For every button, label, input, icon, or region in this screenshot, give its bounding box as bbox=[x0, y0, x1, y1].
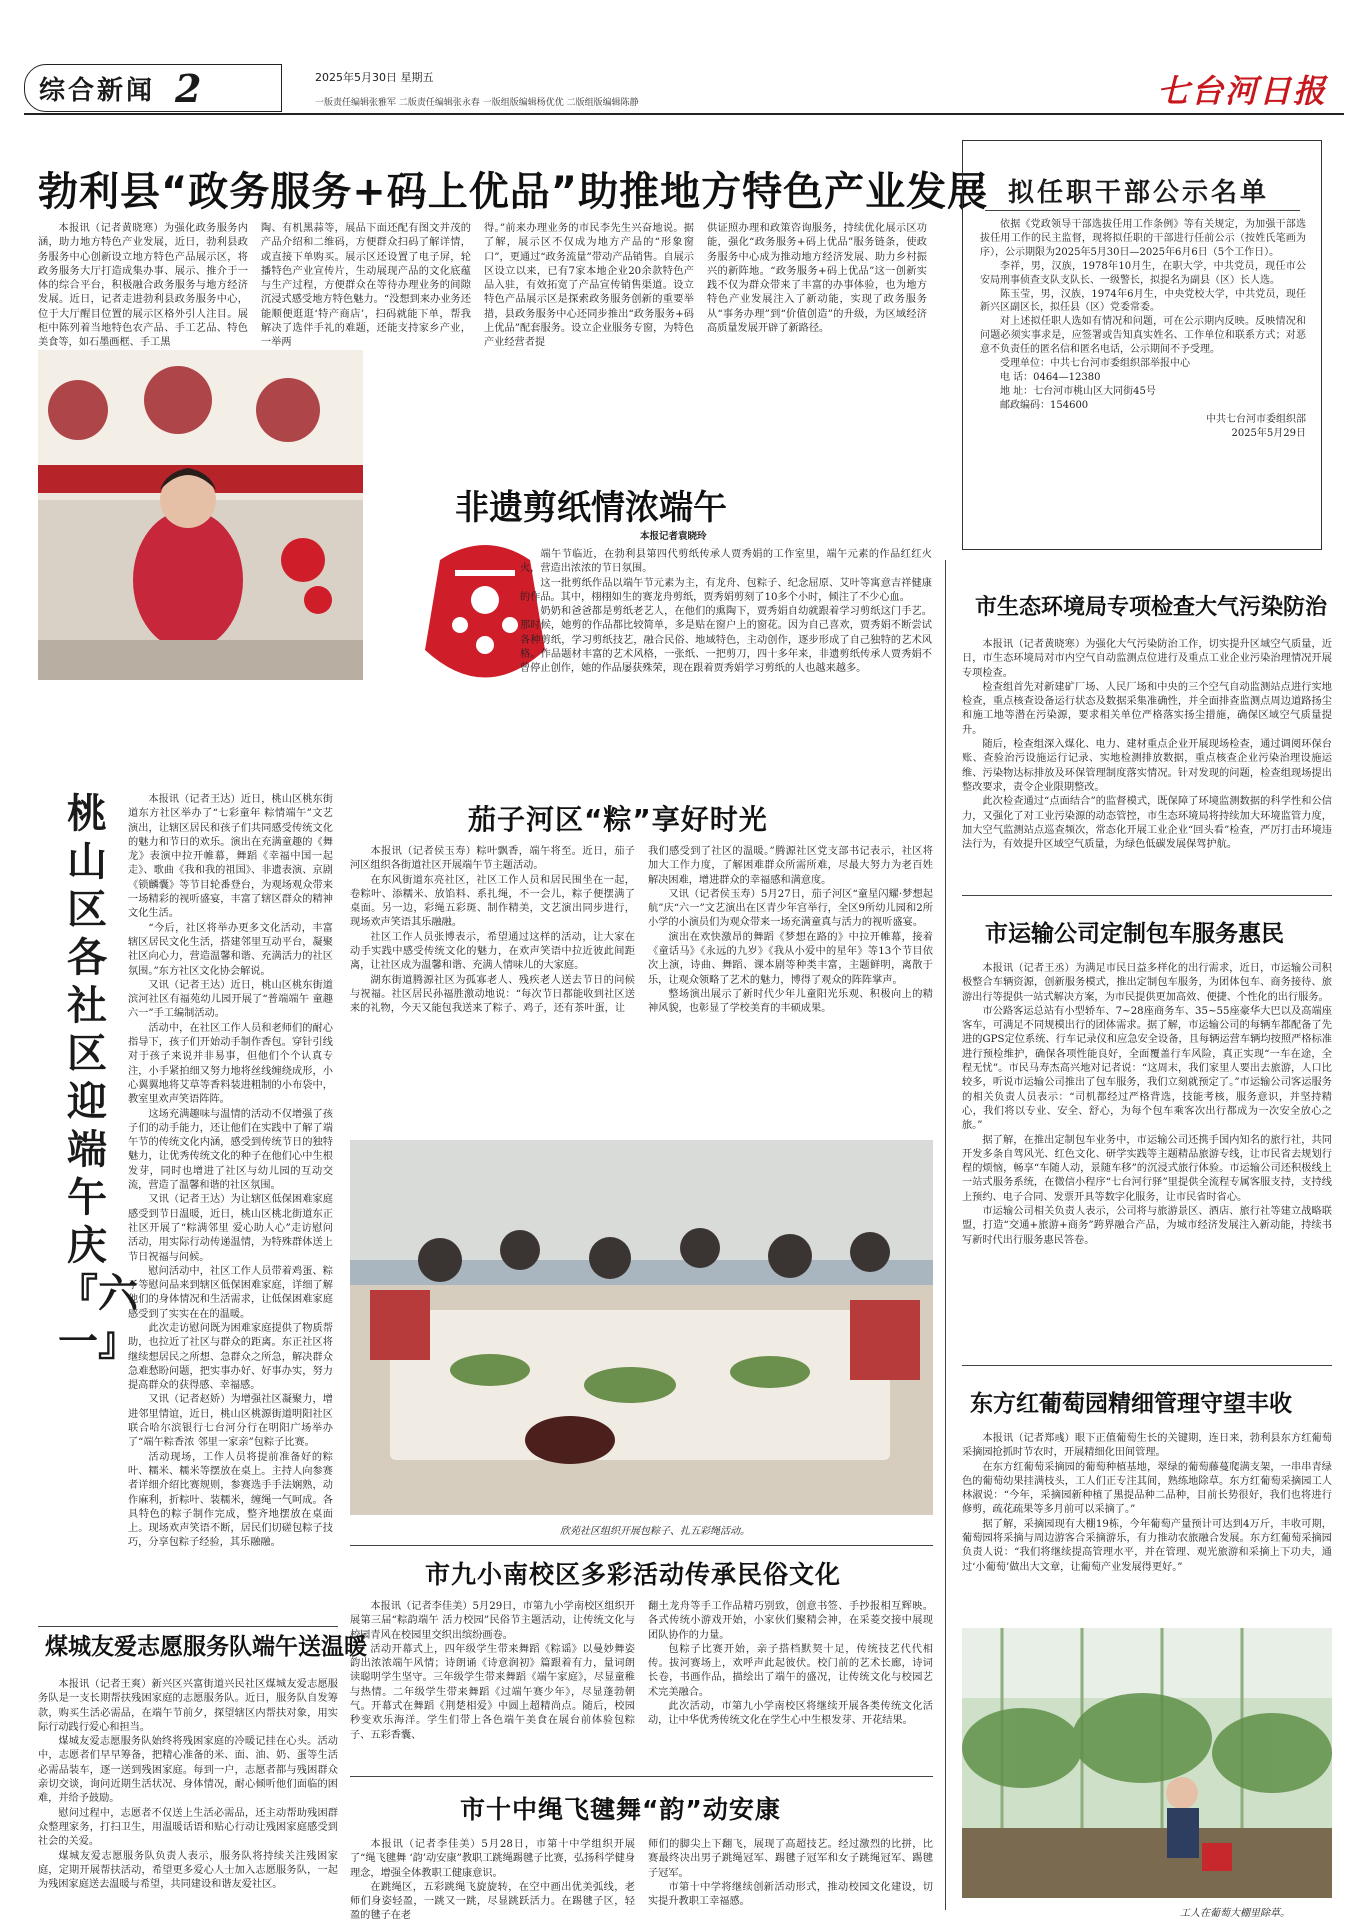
lead-col-2: 陶、有机黑蒜等，展品下面还配有图文并茂的产品介绍和二维码，方便群众扫码了解详情，或直接下单购买。展示区还设置了电子屏，轮播特色产业宣传片，生动展现产品的文化底蕴与生产过程，方便群众在等待办理业务的间隙沉浸式感受地方特色魅力。“没想到来办业务还能顺便逛逛‘特产商店’，扫码就能下单，帮我解决了选伴手礼的难题，还能支持家乡产业，一举两 bbox=[261, 223, 471, 349]
section-banner bbox=[24, 64, 282, 112]
notice-title: 拟任职干部公示名单 bbox=[1008, 178, 1270, 208]
lead-col-4: 供证照办理和政策咨询服务，持续优化展示区功能，强化“政务服务+码上优品”服务链条，使政务服务中心成为推动地方经济发展、助力乡村振兴的新阵地。“政务服务+码上优品”这一创新实践不仅为群众带来了丰富的办事体验，也为地方特色产业发展注入了新动能，实现了政务服务从“事务办理”到“价值创造”的升级，为区域经济高质量发展开辟了新路径。 bbox=[707, 223, 927, 335]
qiezihe-col-1: 本报讯（记者侯玉寿）粽叶飘香，端午将至。近日，茄子河区组织各街道社区开展端午节主题活动。 在东风街道东亮社区，社区工作人员和居民围坐在一起，卷粽叶、添糯米、放馅料、系扎绳，不一会儿，粽子便摆满了桌面。另一边，彩绳五彩斑、制作精美，文艺演出同步进行，现场欢声笑语其乐融融。 社区工作人员张博表示，希望通过这样的活动，让大家在动手实践中感受传统文化的魅力，在欢声笑语中拉近彼此间距离，让社区成为温馨和谐、充满人情味儿的大家庭。 湖东街道腾源社区为孤寡老人、残疾老人送去节日的问候与祝福。社区居民孙福胜激动地说：“每次节日都能收到社区送来的礼物，今天又能包我送来了粽子、鸡子，还有茶叶蛋，让 bbox=[350, 846, 635, 1015]
transit-headline: 市运输公司定制包车服务惠民 bbox=[985, 921, 1284, 947]
issue-date: 2025年5月30日 星期五 bbox=[315, 71, 434, 84]
grape-headline: 东方红葡萄园精细管理守望丰收 bbox=[970, 1391, 1292, 1417]
lead-headline: 勃利县“政务服务+码上优品”助推地方特色产业发展 bbox=[38, 169, 989, 215]
jiuxiao-headline: 市九小南校区多彩活动传承民俗文化 bbox=[425, 1560, 842, 1589]
papercut-photo bbox=[38, 350, 363, 680]
masthead-rule bbox=[24, 113, 1344, 115]
transit-body: 本报讯（记者王丞）为满足市民日益多样化的出行需求，近日，市运输公司积极整合车辆资源，创新服务模式，推出定制包车服务，为团体包车、商务接待、旅游出行等提供一站式解决方案，为市民提供更加高效、便捷、个性化的出行服务。 市公路客运总站有小型轿车、7~28座商务车、35~55座豪华大巴以及高端座客车，可满足不同规模出行的团体需求。据了解，市运输公司的每辆车都配备了先进的GPS定位系统、行车记录仪和应急安全设备，且每辆运营车辆均按照严格标准进行预检维护，确保各项性能良好，全面覆盖行车风险，真正实现“一车在途，全程无忧”。市民马寿杰高兴地对记者说：“这周末，我们家里人要出去旅游，人口比较多，听说市运输公司推出了包车服务，我们立刻就预定了。”市运输公司客运服务的相关负责人员表示：“司机都经过严格背选，技能考核，服务意识，并坚持精心，我们将以专业、安全、舒心，为每个包车乘客次出行都成为一次安全放心之旅。” 据了解，在推出定制包车业务中，市运输公司还携手国内知名的旅行社，共同开发多条自驾风光、红色文化、研学实践等主题精品旅游专线，让市民省去规划行程的烦恼，畅享“车随人动，景随车移”的沉浸式旅行体验。市运输公司还积极线上一站式服务系统，在微信小程序“七台河行驿”里提供全流程专属客服支持，支持线上预约、电子合同、发票开具等数字化服务，让市民省时省心。 市运输公司相关负责人表示，公司将与旅游景区、酒店、旅行社等建立战略联盟，打造“交通+旅游+商务”跨界融合产品，为城市经济发展注入新动能，持续书写新时代出行服务惠民答卷。 bbox=[962, 963, 1332, 1246]
right-column-divider bbox=[945, 560, 946, 1910]
qiezihe-photo bbox=[350, 1140, 933, 1515]
qiezihe-caption: 欣苑社区组织开展包粽子、扎五彩绳活动。 bbox=[560, 1526, 750, 1537]
qiezihe-headline: 茄子河区“粽”享好时光 bbox=[468, 803, 768, 836]
qiezihe-col-2: 我们感受到了社区的温暖。”腾源社区党支部书记表示，社区将加大工作力度，了解困难群众所需所难，尽最大努力为老百姓解决困难，增进群众的幸福感和满意度。 又讯（记者侯玉寿）5月27日，茄子河区“童星闪耀·梦想起航”庆“六一”文艺演出在区青少年宫举行，全区9所幼儿园和2所小学的小演员们为观众带来一场充满童真与活力的视听盛宴。 演出在欢快激昂的舞蹈《梦想在路的》中拉开帷幕，接着《童话马》《永远的九岁》《我从小爱中的星年》等13个节目依次上演，诗曲、舞蹈、课本剧等种类丰富，主题鲜明，离散于乐，让观众领略了艺术的魅力，博得了观众的阵阵掌声。 整场演出展示了新时代少年儿童阳光乐观、积极向上的精神风貌，也彰显了学校美育的丰硕成果。 bbox=[648, 846, 933, 1015]
volunteer-top-rule bbox=[38, 1626, 338, 1627]
grape-caption: 工人在葡萄大棚里除草。 bbox=[1180, 1908, 1290, 1919]
grape-body: 本报讯（记者郑彧）眼下正值葡萄生长的关键期，连日来，勃利县东方红葡萄采摘园抢抓时节农时，开展精细化田间管理。 在东方红葡萄采摘园的葡萄种植基地，翠绿的葡萄藤蔓爬满支架，一串串青绿色的葡萄幼果挂满枝头，工人们正专注其间，熟练地除草。东方红葡萄采摘园工人林淑说：“今年，采摘园新种植了黑提品种二品种，目前长势很好，我们也将进行修剪，疏花疏果等多月前可以采摘了。” 据了解，采摘园现有大棚19栋，今年葡萄产量预计可达到4万斤，丰收可期，葡萄园将采摘与周边游客合采摘游乐，有力推动农旅融合发展。东方红葡萄采摘园负责人说：“我们将继续提高管理水平，并在管理、观光旅游和采摘上下功夫，通过‘小葡萄’做出大文章，让葡萄产业发展得更好。” bbox=[962, 1433, 1332, 1573]
jiuxiao-col-2: 翻土龙舟等手工作品精巧别致，创意书签、手抄报相互辉映。各式传统小游戏开始，小家伙们聚精会神，在采菱交接中展现团队协作的力量。 包粽子比赛开始，亲子搭档默契十足，传统技艺代代相传。拔河赛场上，欢呼声此起彼伏。校门前的艺术长廊，诗词长卷，书画作品，描绘出了端午的盛况，让传统文化与校园艺术完美融合。 此次活动，市第九小学南校区将继续开展各类传统文化活动，让中华优秀传统文化在学生心中生根发芽、开花结果。 bbox=[648, 1601, 933, 1727]
shizhong-col-1: 本报讯（记者李佳美）5月28日，市第十中学组织开展了“绳飞毽舞 ‘韵’动安康”教职工跳绳踢毽子比赛，弘扬科学健身理念，增强全体教职工健康意识。 在跳绳区，五彩跳绳飞旋旋转，在空中画出优美弧线，老师们身姿轻盈，一跳又一跳，尽显跳跃活力。在踢毽子区，轻盈的毽子在老 bbox=[350, 1839, 636, 1922]
editor-credits: 一版责任编辑张雅军 二版责任编辑张永春 一版组版编辑杨优优 二版组版编辑陈静 bbox=[315, 98, 639, 108]
taoshan-body: 本报讯（记者王达）近日，桃山区桃东街道东方社区举办了“七彩童年 粽情端午”文艺演出，让辖区居民和孩子们共同感受传统文化的魅力和节日的欢乐。演出在充满童趣的《舞龙》表演中拉开帷幕，舞蹈《幸福中国一起走》、歌曲《我和我的祖国》、非遗表演、京剧《锁麟囊》等节目轮番登台，为观场观众带来一场精彩的视听盛宴，丰富了辖区群众的精神文化生活。 “今后，社区将举办更多文化活动，丰富辖区居民文化生活，搭建邻里互动平台，凝聚社区向心力，营造温馨和谐、充满活力的社区氛围。”东方社区文化协会解说。 又讯（记者王达）近日，桃山区桃东街道滨河社区有福苑幼儿园开展了“普端端午 童趣六一”手工编制活动。 活动中，在社区工作人员和老师们的耐心指导下，孩子们开始动手制作香包。穿针引线对于孩子来说并非易事，但他们个个认真专注，小手紧拍细又努力地将丝线缠绕成形，小心翼翼地将艾草等香料装进粗制的小布袋中，教室里欢声笑语阵阵。 这场充满趣味与温情的活动不仅增强了孩子们的动手能力，还让他们在实践中了解了端午节的传统文化内涵，感受到传统节日的独特魅力，让优秀传统文化的种子在他们心中生根发芽，同时也增进了社区与幼儿园的互动交流，营造了温馨和谐的社区氛围。 又讯（记者王达）为让辖区低保困难家庭感受到节日温暖，近日，桃山区桃北街道东正社区开展了“粽满邻里 爱心助人心”走访慰问活动，用实际行动传递温情，为特殊群体送上节日祝福与问候。 慰问活动中，社区工作人员带着鸡蛋、粽子等慰问品来到辖区低保困难家庭，详细了解他们的身体情况和生活需求，让低保困难家庭感受到了实实在在的温暖。 此次走访慰问既为困难家庭提供了物质帮助，也拉近了社区与群众的距离。东正社区将继续想居民之所想、急群众之所急，解决群众急难愁盼问题，把实事办好、好事办实，努力提高群众的获得感、幸福感。 又讯（记者赵娇）为增强社区凝聚力，增进邻里情谊，近日，桃山区桃源街道明阳社区联合哈尔滨银行七台河分行在明阳广场举办了“端午粽香浓 邻里一家亲”包粽子比赛。 活动现场，工作人员将提前准备好的粽叶、糯米、糯米等摆放在桌上。主持人向参赛者详细介绍比赛规则，参赛选手手法娴熟，动作麻利，折粽叶、装糯米，缠绳一气呵成。各具特色的粽子制作完成，整齐地摆放在桌面上。现场欢声笑语不断，居民们切磋包粽子技巧，分享包粽子经验，其乐融融。 bbox=[128, 794, 333, 1549]
shizhong-headline: 市十中绳飞毽舞“韵”动安康 bbox=[460, 1795, 781, 1824]
transit-top-rule bbox=[962, 895, 1332, 896]
section-title: 综合新闻 bbox=[39, 75, 156, 106]
taoshan-headline: 桃山区各社区迎端午庆『六一』 bbox=[58, 791, 138, 1365]
papercut-body: 端午节临近，在勃利县第四代剪纸传承人贾秀娟的工作室里，端午元素的作品红红火火，营造出浓浓的节日氛围。 这一批剪纸作品以端午节元素为主，有龙舟、包粽子、纪念屈原、艾叶等寓意吉祥健康的作品。其中，栩栩如生的赛龙舟剪纸，贾秀娟剪刻了10多个小时，倾注了不少心血。 奶奶和爸爸都是剪纸老艺人，在他们的熏陶下，贾秀娟自幼就跟着学习剪纸这门手艺。那时候，她剪的作品都比较简单，多是贴在窗户上的窗花。因为自己喜欢，贾秀娟不断尝试各种剪纸，学习剪纸技艺，融合民俗、地域特色，主动创作，逐步形成了自己独特的艺术风格。作品题材丰富的艺术风格，一张纸、一把剪刀，四十多年来，非遗剪纸传承人贾秀娟不曾停止创作，她的作品屡获殊荣，现在跟着贾秀娟学习剪纸的人也越来越多。 bbox=[520, 549, 932, 675]
grape-top-rule bbox=[962, 1365, 1332, 1366]
shizhong-top-rule bbox=[350, 1776, 933, 1777]
volunteer-body: 本报讯（记者王爽）新兴区兴富街道兴民社区煤城友爱志愿服务队是一支长期帮扶残困家庭的志愿服务队。近日，服务队自发筹款，购买生活必需品，在端午节前夕，探望辖区内帮扶对象，用实际行动践行爱心和担当。 煤城友爱志愿服务队始终将残困家庭的冷暖记挂在心头。活动中，志愿者们早早筹备，把精心准备的米、面、油、奶、蛋等生活必需品装车，逐一送到残困家庭。每到一户，志愿者都与残困群众亲切交谈，询问近期生活状况、身体情况，耐心倾听他们面临的困难，并给予鼓励。 慰问过程中，志愿者不仅送上生活必需品，还主动帮助残困群众整理家务，打扫卫生，用温暖话语和贴心行动让残困家庭感受到社会的关爱。 煤城友爱志愿服务队负责人表示，服务队将持续关注残困家庭，定期开展帮扶活动，希望更多爱心人士加入志愿服务队，一起为残困家庭送去温暖与希望，共同建设和谐友爱社区。 bbox=[38, 1679, 338, 1891]
page-number: 2 bbox=[175, 65, 202, 111]
jiuxiao-top-rule bbox=[350, 1545, 933, 1546]
notice-title-rule bbox=[985, 210, 1300, 211]
jiuxiao-col-1: 本报讯（记者李佳美）5月29日，市第九小学南校区组织开展第三届“粽韵端午 活力校园”民俗节主题活动，让传统文化与校园青风在校园里交织出缤纷画卷。 活动开幕式上，四年级学生带来舞蹈《粽谣》以曼妙舞姿韵出浓浓端午风情；诗朗诵《诗意润初》篇跟着有力，量词朗读聪明学生坚守。三年级学生带来舞蹈《端午家庭》，尽显童稚与热情。二年级学生带来舞蹈《过端午赛少年》，尽显蓬勃朝气。开幕式在舞蹈《荆楚相爱》中圆上超精尚点。随后，校园秒变欢乐海洋。学生们带上各色端午美食在展台前体验包粽子、五彩香囊、 bbox=[350, 1601, 635, 1741]
notice-body: 依据《党政领导干部选拔任用工作条例》等有关规定，为加强干部选拔任用工作的民主监督，现将拟任职的干部进行任前公示（按姓氏笔画为序），公示期限为2025年5月30日—2025年6月6日（5个工作日）。 李祥，男，汉族，1978年10月生，在职大学，中共党员，现任市公安局刑事侦查支队支队长、一级警长，拟提名为副县（区）长人选。 陈玉莹，男，汉族，1974年6月生，中央党校大学，中共党员，现任新兴区副区长，拟任县（区）党委常委。 对上述拟任职人选如有情况和问题，可在公示期内反映。反映情况和问题必须实事求是，应签署或告知真实姓名、工作单位和联系方式；对恶意不负责任的匿名信和匿名电话，公示期间不予受理。 受理单位：中共七台河市委组织部举报中心 电 话：0464—12380 地 址：七台河市桃山区大同街45号 邮政编码：154600 中共七台河市委组织部 2025年5月29日 bbox=[980, 219, 1306, 439]
grape-photo bbox=[962, 1628, 1332, 1898]
lead-col-1: 本报讯（记者黄晓寒）为强化政务服务内涵，助力地方特色产业发展，近日，勃利县政务服务中心创新设立地方特色产品展示区，将政务服务大厅打造成集办事、展示、推介于一体的综合平台，积极融合政务服务与地方经济发展。近日，记者走进勃利县政务服务中心，位于大厅醒目位置的展示区格外引人注目。展柜中陈列着当地特色农产品、手工艺品、特色美食等，如石墨画框、手工黑 bbox=[38, 223, 248, 349]
papercut-headline: 非遗剪纸情浓端午 bbox=[455, 488, 727, 528]
eco-headline: 市生态环境局专项检查大气污染防治 bbox=[975, 595, 1328, 620]
volunteer-headline: 煤城友爱志愿服务队端午送温暖 bbox=[45, 1634, 367, 1660]
eco-body: 本报讯（记者黄晓寒）为强化大气污染防治工作，切实提升区域空气质量，近日，市生态环境局对市内空气自动监测点位进行及重点工业企业污染治理情况开展专项检查。 检查组首先对新建矿厂场、人民厂场和中央的三个空气自动监测站点进行实地检查，重点核查设备运行状态及数据采集准确性，并全面排查监测点周边道路扬尘和施工地等潜在污染源，要求相关单位严格落实扬尘措施，确保区域空气质量提升。 随后，检查组深入煤化、电力、建材重点企业开展现场检查，通过调阅环保台账、查验治污设施运行记录、实地检测排放数据，重点核查企业污染治理设施运维、污染物达标排放及环保管理制度落实情况。针对发现的问题，检查组现场提出整改要求，责令企业限期整改。 此次检查通过“点面结合”的监督模式，既保障了环境监测数据的科学性和公信力，又强化了对工业污染源的动态管控，市生态环境局将持续加大环境监管力度，加大空气监测站点巡查频次，常态化开展工业企业“回头看”检查，严厉打击环境违法行为，有效提升区域空气质量，为绿色低碳发展保驾护航。 bbox=[962, 639, 1332, 851]
papercut-byline: 本报记者袁晓玲 bbox=[640, 531, 707, 542]
newspaper-logo: 七台河日报 bbox=[1156, 72, 1327, 110]
lead-col-3: 得。”前来办理业务的市民李先生兴奋地说。据了解，展示区不仅成为地方产品的“形象窗口”，更通过“政务流量”带动产品销售。自展示区设立以来，已有7家本地企业20余款特色产品入驻，有效拓宽了产品宣传销售渠道。设立特色产品展示区是探索政务服务创新的重要举措，县政务服务中心还同步推出“政务服务+码上优品”配套服务。设立企业服务专窗，为特色产业经营者提 bbox=[484, 223, 694, 349]
shizhong-col-2: 师们的脚尖上下翻飞，展现了高超技艺。经过激烈的比拼，比赛最终决出男子跳绳冠军、踢毽子冠军和女子跳绳冠军、踢毽子冠军。 市第十中学将继续创新活动形式，推动校园文化建设，切实提升教职工幸福感。 bbox=[648, 1839, 933, 1908]
